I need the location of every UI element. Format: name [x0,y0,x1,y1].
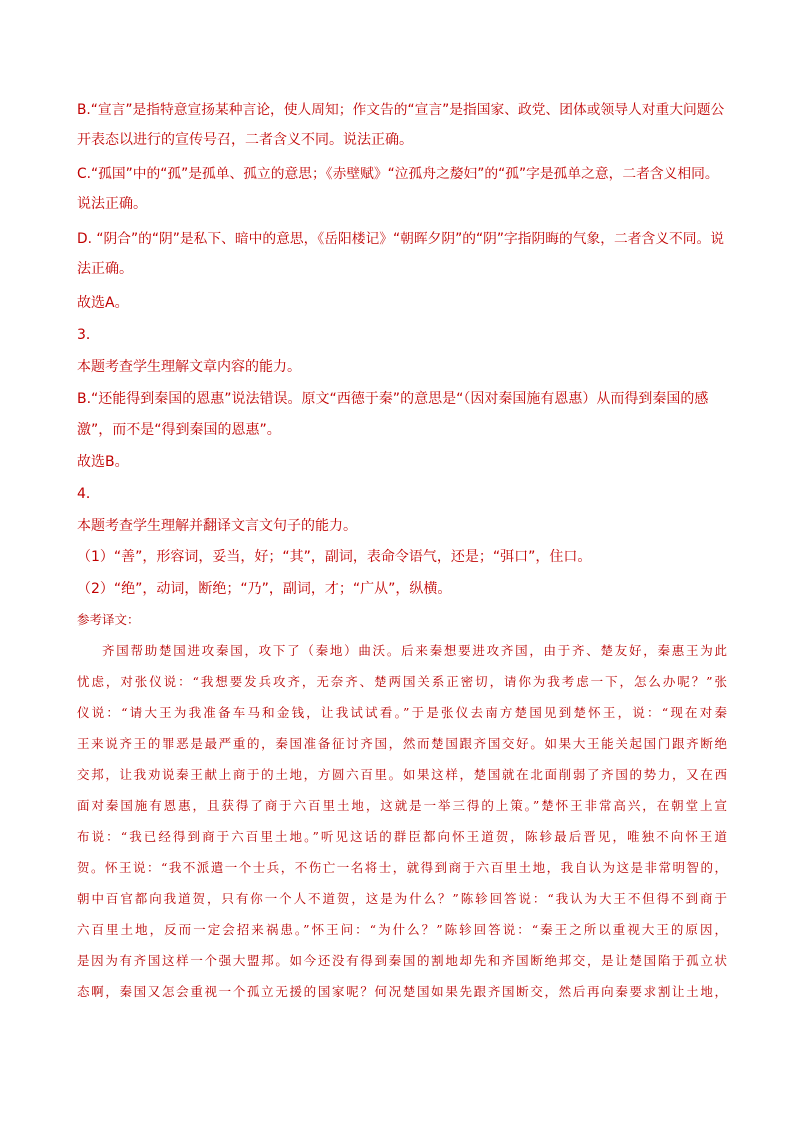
answer-line: 故选A。 [77,295,129,311]
translation-line: 王来说齐王的罪恶是最严重的，秦国准备征讨齐国，然而楚国跟齐国交好。如果大王能关起国门跟齐断绝 [77,736,727,751]
translation-line: 忧虑，对张仪说：“我想要发兵攻齐，无奈齐、楚两国关系正密切，请你为我考虑一下，怎么办呢？”张 [77,674,727,689]
translation-line: 态啊，秦国又怎会重视一个孤立无援的国家呢？何况楚国如果先跟齐国断交，然后再向秦要求割让土地， [77,984,727,999]
translation-line: 贺。怀王说：“我不派遣一个士兵，不伤亡一名将士，就得到商于六百里土地，我自认为这是非常明智的， [77,860,727,875]
answer-line: 说法正确。 [77,196,147,212]
translation-line: 齐国帮助楚国进攻秦国，攻下了（秦地）曲沃。后来秦想要进攻齐国，由于齐、楚友好，秦惠王为此 [102,643,727,658]
question-number: 3． [77,327,100,343]
translation-line: 仪说：“请大王为我准备车马和金钱，让我试试看。”于是张仪去南方楚国见到楚怀王，说：“现在对秦 [77,705,727,720]
question-number: 4． [77,486,100,502]
answer-line: 本题考查学生理解文章内容的能力。 [77,359,301,375]
answer-line: 开表态以进行的宣传号召，二者含义不同。说法正确。 [77,132,413,148]
translation-line: 六百里土地，反而一定会招来祸患。”怀王问：“为什么？”陈轸回答说：“秦王之所以重视大王的原因， [77,922,727,937]
answer-line: （1）“善”，形容词，妥当，好；“其”，副词，表命令语气，还是；“弭口”，住口。 [77,549,592,565]
answer-line: B.“还能得到秦国的恩惠”说法错误。原文“西德于秦”的意思是“（因对秦国施有恩惠）从而得到秦国的感 [77,391,709,407]
answer-line: C.“孤国”中的“孤”是孤单、孤立的意思；《赤壁赋》“泣孤舟之嫠妇”的“孤”字是孤单之意，二者含义相同。 [77,166,719,182]
answer-line: D. “阴合”的“阴”是私下、暗中的意思，《岳阳楼记》“朝晖夕阴”的“阴”字指阴晦的气象，二者含义不同。说 [77,231,724,247]
translation-line: 朝中百官都向我道贺，只有你一个人不道贺，这是为什么？”陈轸回答说：“我认为大王不但得不到商于 [77,891,727,906]
translation-line: 交邦，让我劝说秦王献上商于的土地，方圆六百里。如果这样，楚国就在北面削弱了齐国的势力，又在西 [77,767,727,782]
translation-line: 布说：“我已经得到商于六百里土地。”听见这话的群臣都向怀王道贺，陈轸最后晋见，唯独不向怀王道 [77,829,727,844]
answer-line: 激”，而不是“得到秦国的恩惠”。 [77,422,281,438]
answer-line: 本题考查学生理解并翻译文言文句子的能力。 [77,518,357,534]
translation-line: 是因为有齐国这样一个强大盟邦。如今还没有得到秦国的割地却先和齐国断绝邦交，是让楚国陷于孤立状 [77,953,727,968]
answer-line: （2）“绝”，动词，断绝；“乃”，副词，才；“广从”，纵横。 [77,581,452,597]
answer-line: 法正确。 [77,261,133,277]
reference-heading: 参考译文： [77,612,140,627]
answer-line: 故选B。 [77,454,129,470]
answer-line: B.“宣言”是指特意宣扬某种言论，使人周知；作文告的“宣言”是指国家、政党、团体或领导人对重大问题公 [77,102,725,118]
translation-line: 面对秦国施有恩惠，且获得了商于六百里土地，这就是一举三得的上策。”楚怀王非常高兴，在朝堂上宣 [77,798,727,813]
